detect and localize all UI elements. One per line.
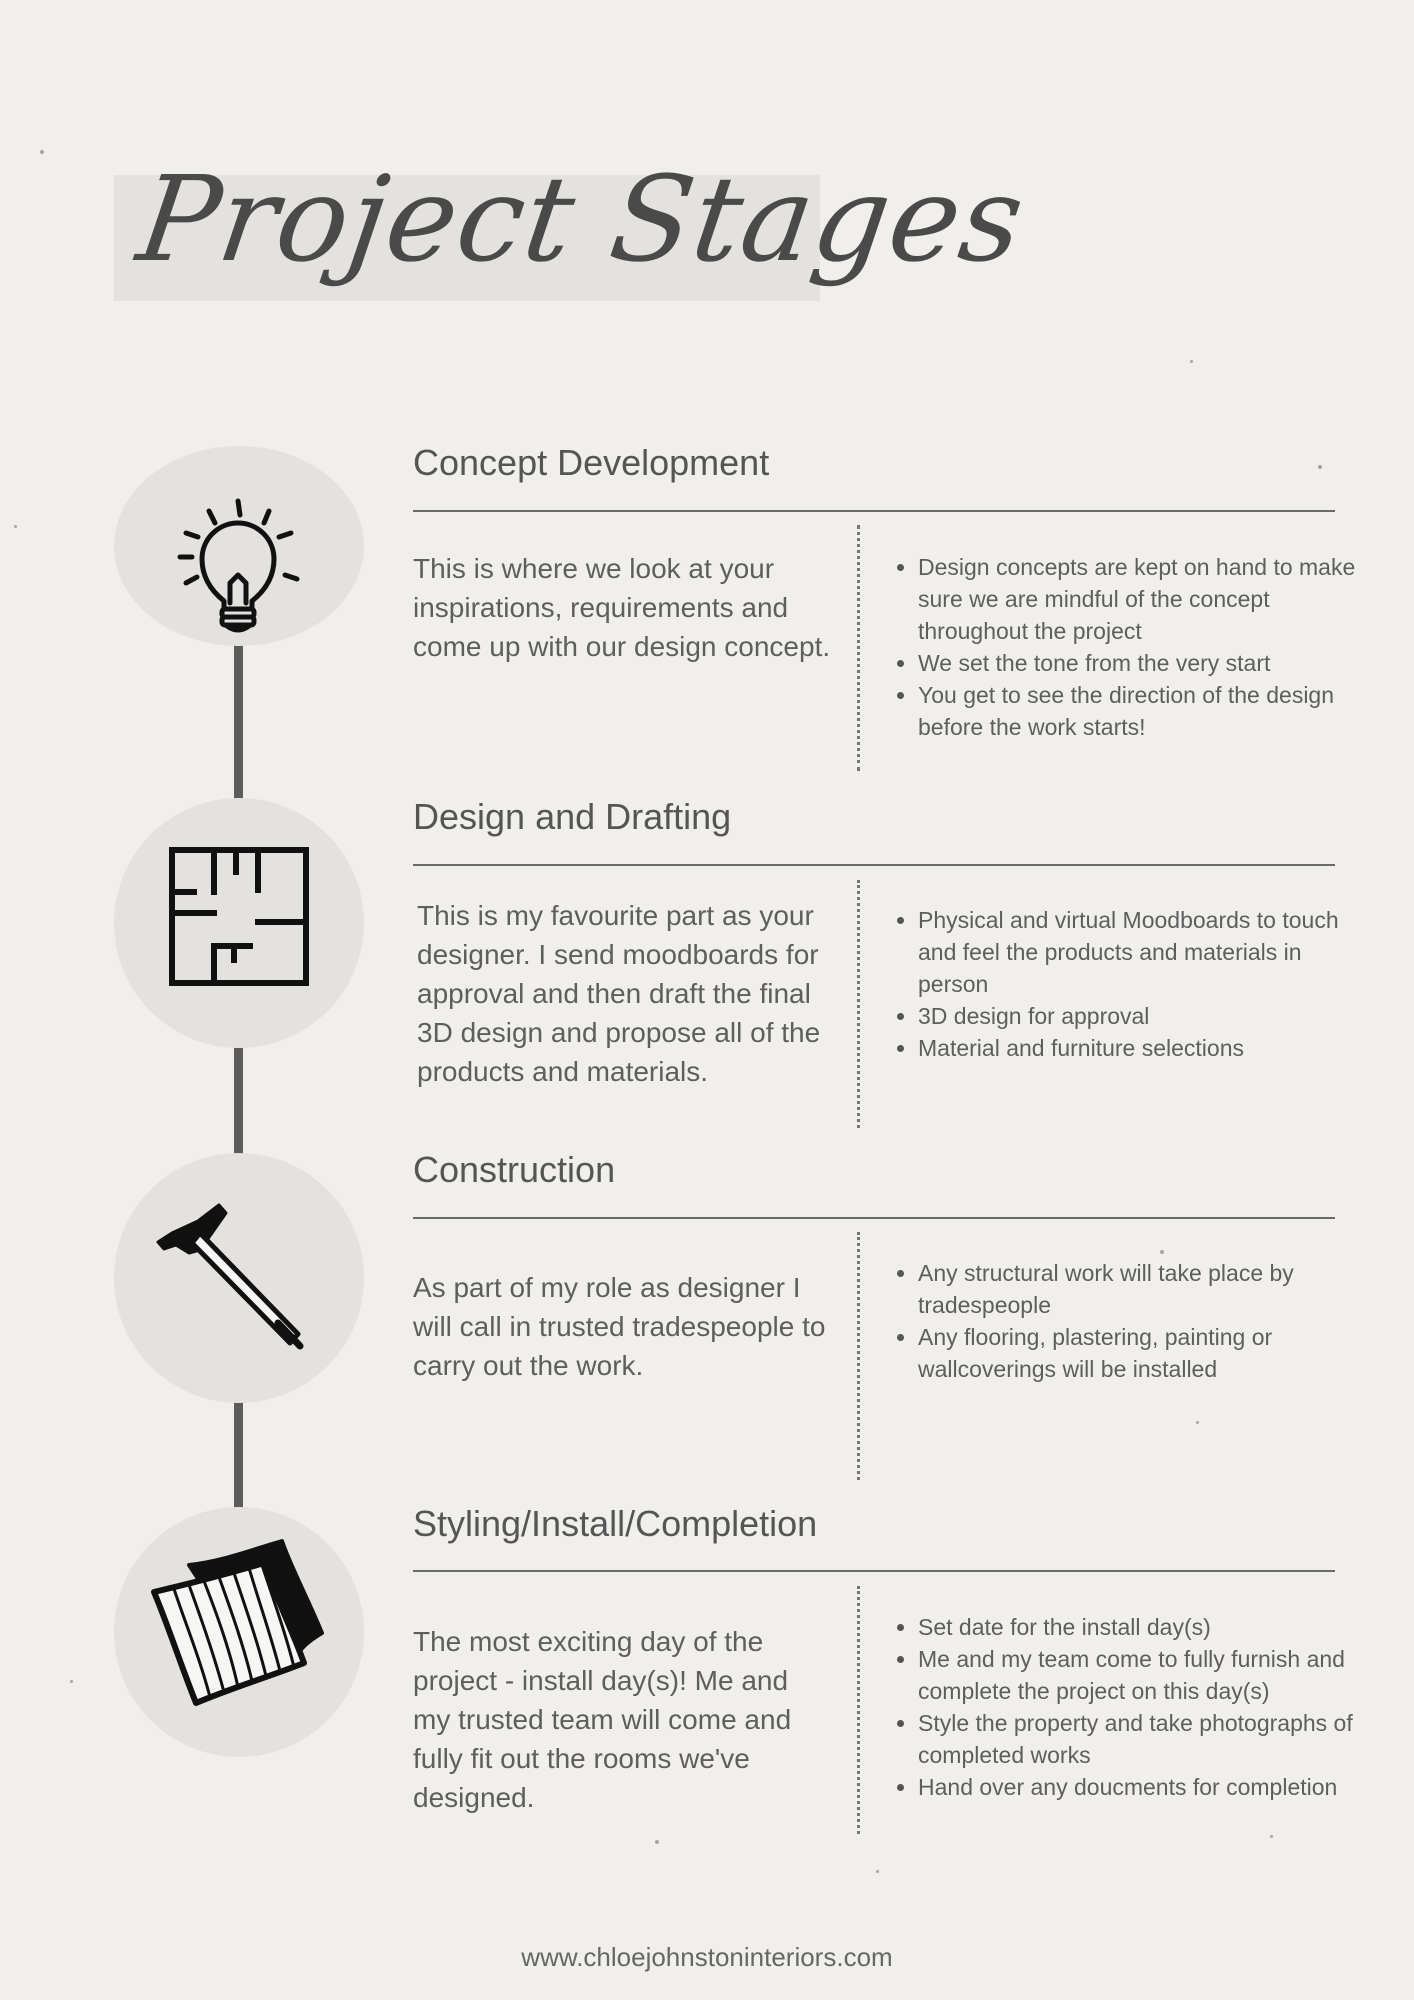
paper-speck (40, 150, 44, 154)
lightbulb-icon (114, 446, 364, 696)
stage-summary: As part of my role as designer I will call in trusted tradespeople to carry out the work. (413, 1272, 826, 1381)
list-item: • Any flooring, plastering, painting or wallcoverings will be installed (918, 1321, 1378, 1385)
hammer-icon (114, 1153, 364, 1403)
column-divider (857, 1232, 860, 1480)
paper-speck (14, 525, 17, 528)
list-item: • 3D design for approval (918, 1000, 1378, 1032)
page-title: Project Stages (130, 150, 1033, 288)
list-item: • We set the tone from the very start (918, 647, 1378, 679)
cushion-icon (114, 1507, 364, 1757)
list-item: • Style the property and take photographs of completed works (918, 1707, 1378, 1771)
timeline-connector (234, 1402, 243, 1510)
stage-icon-circle (114, 1153, 364, 1403)
stage-title: Construction (413, 1149, 616, 1190)
stage-points (890, 551, 1378, 743)
list-item: • Physical and virtual Moodboards to touch and feel the products and materials in person (918, 904, 1378, 1000)
paper-speck (1196, 1421, 1199, 1424)
stage-summary: The most exciting day of the project - install day(s)! Me and my trusted team will come and fully fit out the rooms we've designed. (413, 1626, 792, 1813)
website-link[interactable]: www.chloejohnstoninteriors.com (521, 1942, 893, 1972)
paper-speck (655, 1840, 659, 1844)
paper-speck (1160, 1250, 1164, 1254)
stage-divider (413, 510, 1335, 512)
stage-icon-circle (114, 446, 364, 646)
column-divider (857, 525, 860, 771)
stage-points (890, 904, 1378, 1064)
stage-title: Design and Drafting (413, 796, 732, 837)
list-item: • Me and my team come to fully furnish and complete the project on this day(s) (918, 1643, 1378, 1707)
stage-points (890, 1257, 1378, 1385)
paper-speck (70, 1680, 73, 1683)
stage-divider (413, 1570, 1335, 1572)
stage-divider (413, 1217, 1335, 1219)
paper-speck (1318, 465, 1322, 469)
paper-speck (876, 1870, 879, 1873)
list-item: • You get to see the direction of the design before the work starts! (918, 679, 1378, 743)
paper-speck (1190, 360, 1193, 363)
stage-summary: This is my favourite part as your designer. I send moodboards for approval and then draft the final 3D design and propose all of the products and materials. (417, 900, 821, 1087)
column-divider (857, 880, 860, 1128)
column-divider (857, 1586, 860, 1834)
stage-icon-circle (114, 1507, 364, 1757)
list-item: • Set date for the install day(s) (918, 1611, 1378, 1643)
stage-points (890, 1611, 1378, 1803)
stage-title: Concept Development (413, 442, 770, 483)
timeline-connector (234, 1048, 243, 1156)
paper-speck (1270, 1835, 1273, 1838)
stage-title: Styling/Install/Completion (413, 1503, 818, 1544)
list-item: • Material and furniture selections (918, 1032, 1378, 1064)
floor-plan-icon (114, 798, 364, 1048)
list-item: • Any structural work will take place by tradespeople (918, 1257, 1378, 1321)
list-item: • Hand over any doucments for completion (918, 1771, 1378, 1803)
stage-divider (413, 864, 1335, 866)
list-item: • Design concepts are kept on hand to make sure we are mindful of the concept throughout the project (918, 551, 1378, 647)
stage-icon-circle (114, 798, 364, 1048)
stage-summary: This is where we look at your inspirations, requirements and come up with our design concept. (413, 553, 831, 662)
